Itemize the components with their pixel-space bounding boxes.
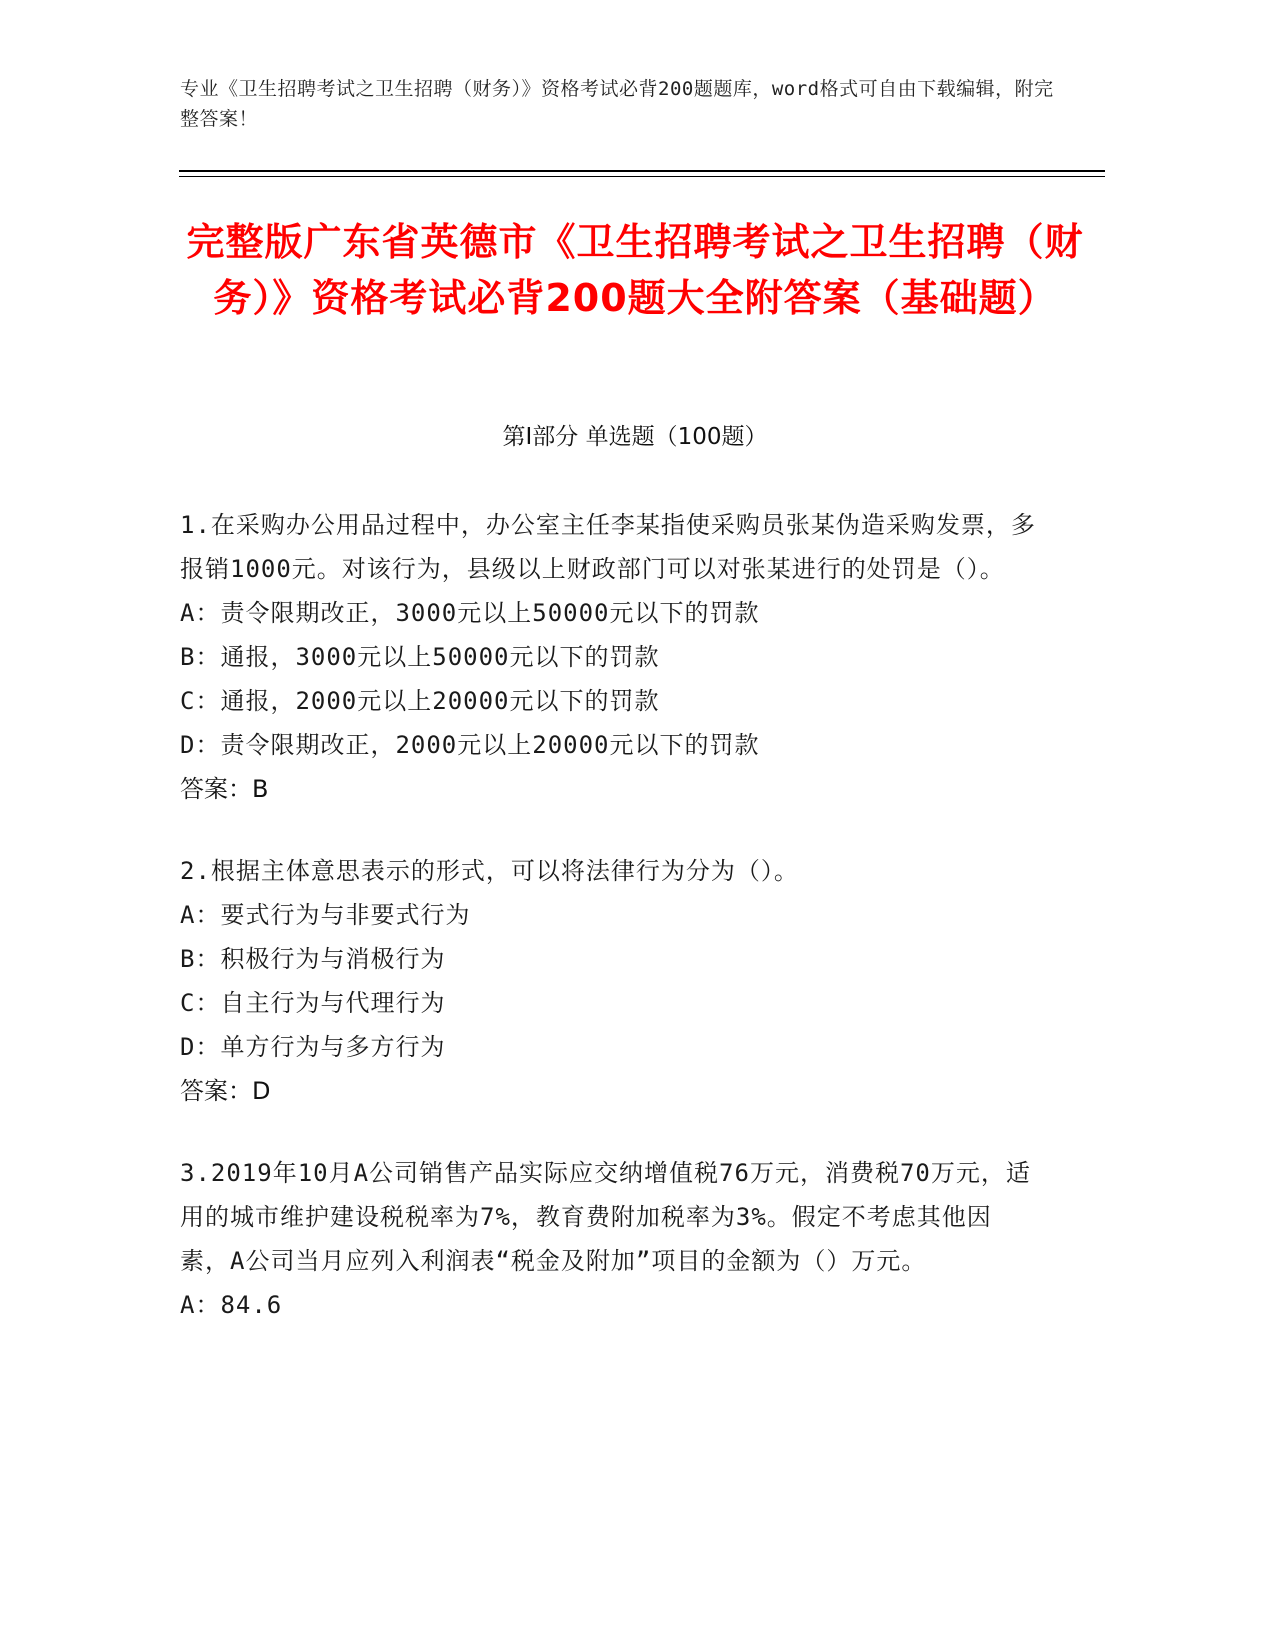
option-d: D：责令限期改正，2000元以上20000元以下的罚款: [180, 731, 760, 759]
option-b: B：积极行为与消极行为: [180, 945, 446, 973]
header-divider-thick: [179, 170, 1105, 172]
option-a: A：责令限期改正，3000元以上50000元以下的罚款: [180, 599, 760, 627]
question-3: [180, 1151, 1040, 1327]
header-note: 专业《卫生招聘考试之卫生招聘（财务）》资格考试必背200题题库，word格式可自由下载编辑，附完整答案！: [180, 78, 1054, 130]
question-stem: 3.2019年10月A公司销售产品实际应交纳增值税76万元，消费税70万元，适用的城市维护建设税税率为7%，教育费附加税率为3%。假定不考虑其他因素，A公司当月应列入利润表“税金及附加”项目的金额为（）万元。: [180, 1159, 1031, 1275]
answer: 答案：B: [180, 775, 269, 803]
question-2: [180, 849, 1040, 1113]
document-title: 完整版广东省英德市《卫生招聘考试之卫生招聘（财务）》资格考试必背200题大全附答案（基础题）: [186, 220, 1084, 320]
option-d: D：单方行为与多方行为: [180, 1033, 446, 1061]
header-divider-thin: [179, 176, 1105, 177]
option-c: C：通报，2000元以上20000元以下的罚款: [180, 687, 660, 715]
question-stem: 1.在采购办公用品过程中，办公室主任李某指使采购员张某伪造采购发票，多报销1000元。对该行为，县级以上财政部门可以对张某进行的处罚是（）。: [180, 511, 1036, 583]
answer: 答案：D: [180, 1077, 271, 1105]
option-c: C：自主行为与代理行为: [180, 989, 446, 1017]
option-a: A：要式行为与非要式行为: [180, 901, 471, 929]
question-list: [180, 503, 1040, 1365]
question-stem: 2.根据主体意思表示的形式，可以将法律行为分为（）。: [180, 857, 799, 885]
option-b: B：通报，3000元以上50000元以下的罚款: [180, 643, 660, 671]
question-1: [180, 503, 1040, 811]
option-a: A：84.6: [180, 1291, 283, 1319]
section-title: 第Ⅰ部分 单选题（100题）: [502, 424, 768, 450]
